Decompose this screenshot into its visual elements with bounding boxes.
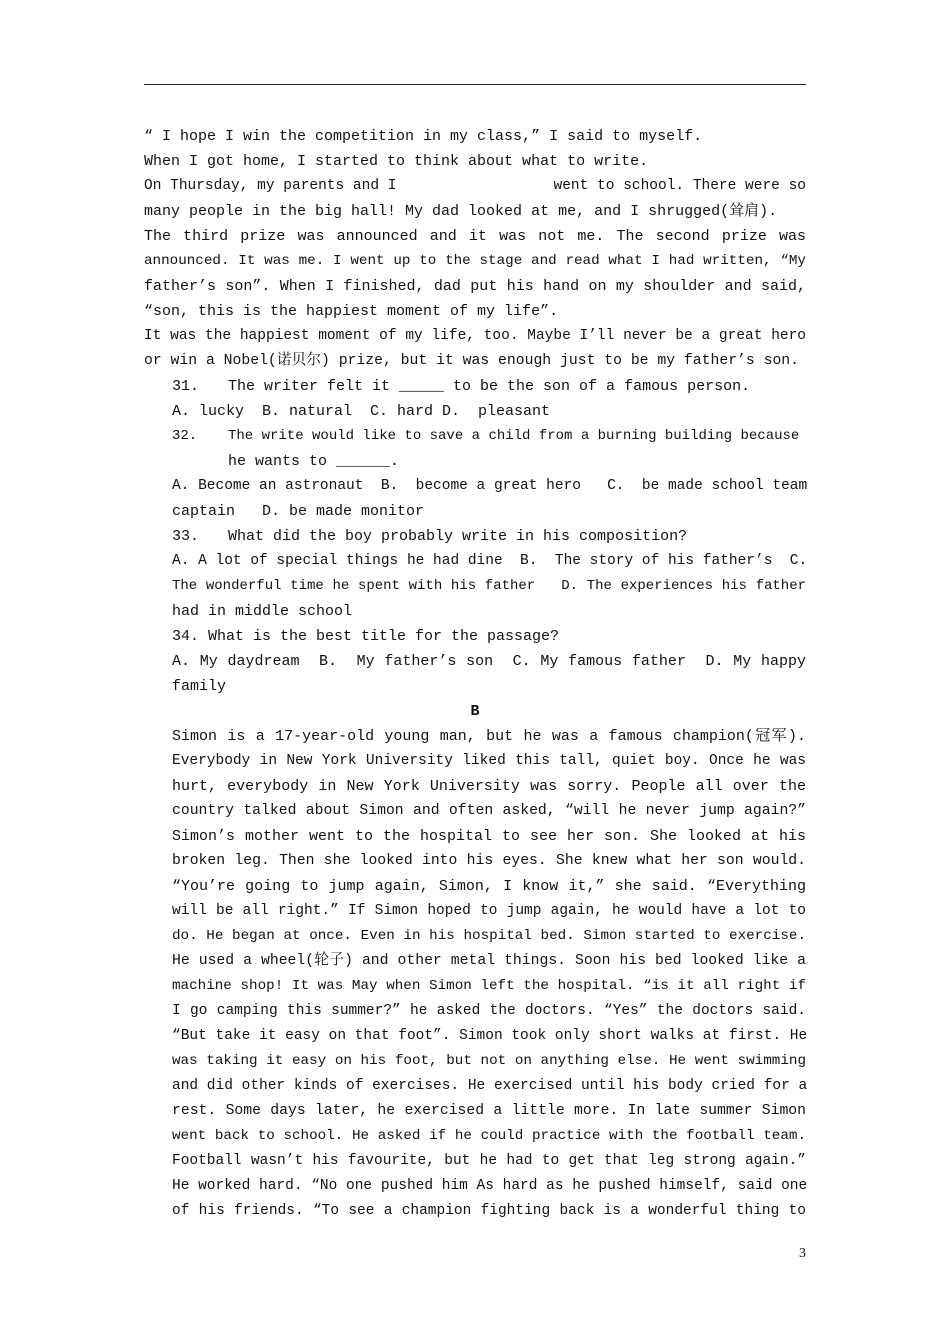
question-32-continued: he wants to ______.	[228, 453, 400, 470]
paragraph-line: He worked hard. “No one pushed him As hard as he pushed himself, said one	[172, 1178, 808, 1194]
paragraph-line: “ I hope I win the competition in my class,” I said to myself.	[144, 128, 703, 145]
paragraph-line: When I got home, I started to think about what to write.	[144, 153, 649, 170]
question-number: 32.	[172, 428, 198, 444]
paragraph-line: father’s son”. When I finished, dad put his hand on my shoulder and said,	[144, 278, 806, 295]
question-text: The writer felt it _____ to be the son of a famous person.	[228, 378, 751, 395]
question-33	[172, 524, 806, 549]
paragraph-line: and did other kinds of exercises. He exercised until his body cried for a	[172, 1078, 808, 1094]
question-number: 31.	[172, 378, 200, 395]
paragraph-line: of his friends. “To see a champion fighting back is a wonderful thing to	[172, 1203, 806, 1219]
paragraph-line: “But take it easy on that foot”. Simon took only short walks at first. He	[172, 1028, 808, 1044]
question-number: 33.	[172, 528, 200, 545]
paragraph-line: machine shop! It was May when Simon left the hospital. “is it all right if	[172, 978, 806, 994]
question-text: What did the boy probably write in his composition?	[228, 528, 688, 545]
paragraph-line: I go camping this summer?” he asked the doctors. “Yes” the doctors said.	[172, 1003, 806, 1019]
question-33-options: had in middle school	[172, 603, 353, 620]
paragraph-line: rest. Some days later, he exercised a little more. In late summer Simon	[172, 1103, 806, 1119]
question-33-options: A. A lot of special things he had dine B. The story of his father’s C.	[172, 553, 808, 569]
header-rule	[144, 84, 806, 85]
section-heading: B	[470, 703, 480, 720]
question-32-options: A. Become an astronaut B. become a great hero C. be made school team	[172, 478, 808, 494]
question-34: 34. What is the best title for the passage?	[172, 628, 560, 645]
paragraph-line: country talked about Simon and often asked, “will he never jump again?”	[172, 803, 806, 819]
paragraph-line: announced. It was me. I went up to the stage and read what I had written, “My	[144, 253, 806, 269]
question-32	[172, 424, 806, 449]
paragraph-line: or win a Nobel(诺贝尔) prize, but it was enough just to be my father’s son.	[144, 353, 799, 369]
question-34-options: A. My daydream B. My father’s son C. My famous father D. My happy	[172, 653, 806, 670]
question-31	[172, 374, 806, 399]
question-text: The write would like to save a child from a burning building because	[228, 428, 800, 444]
paragraph-line: broken leg. Then she looked into his eyes. She knew what her son would.	[172, 853, 806, 869]
paragraph-line: “You’re going to jump again, Simon, I know it,” she said. “Everything	[172, 878, 806, 895]
paragraph-line: Football wasn’t his favourite, but he had to get that leg strong again.”	[172, 1153, 806, 1169]
page-number: 3	[799, 1246, 806, 1261]
paragraph-line: do. He began at once. Even in his hospital bed. Simon started to exercise.	[172, 928, 806, 944]
paragraph-line: It was the happiest moment of my life, too. Maybe I’ll never be a great hero	[144, 328, 806, 344]
paragraph-line: went back to school. He asked if he could practice with the football team.	[172, 1128, 806, 1144]
paragraph-line: Everybody in New York University liked this tall, quiet boy. Once he was	[172, 753, 806, 769]
paragraph-line: On Thursday, my parents and I went to school. There were so	[144, 178, 806, 194]
question-32-options: captain D. be made monitor	[172, 503, 425, 520]
paragraph-line: He used a wheel(轮子) and other metal things. Soon his bed looked like a	[172, 953, 806, 969]
paragraph-line: many people in the big hall! My dad looked at me, and I shrugged(耸肩).	[144, 203, 778, 220]
paragraph-line: hurt, everybody in New York University was sorry. People all over the	[172, 778, 806, 795]
paragraph-line: The third prize was announced and it was not me. The second prize was	[144, 228, 806, 245]
paragraph-line: Simon is a 17-year-old young man, but he was a famous champion(冠军).	[172, 728, 806, 745]
question-33-options: The wonderful time he spent with his father D. The experiences his father	[172, 578, 806, 594]
paragraph-line: was taking it easy on his foot, but not on anything else. He went swimming	[172, 1053, 806, 1069]
paragraph-line: will be all right.” If Simon hoped to jump again, he would have a lot to	[172, 903, 806, 919]
paragraph-line: “son, this is the happiest moment of my life”.	[144, 303, 559, 320]
question-34-options: family	[172, 678, 227, 695]
paragraph-line: Simon’s mother went to the hospital to see her son. She looked at his	[172, 828, 806, 845]
question-31-options: A. lucky B. natural C. hard D. pleasant	[172, 403, 551, 420]
